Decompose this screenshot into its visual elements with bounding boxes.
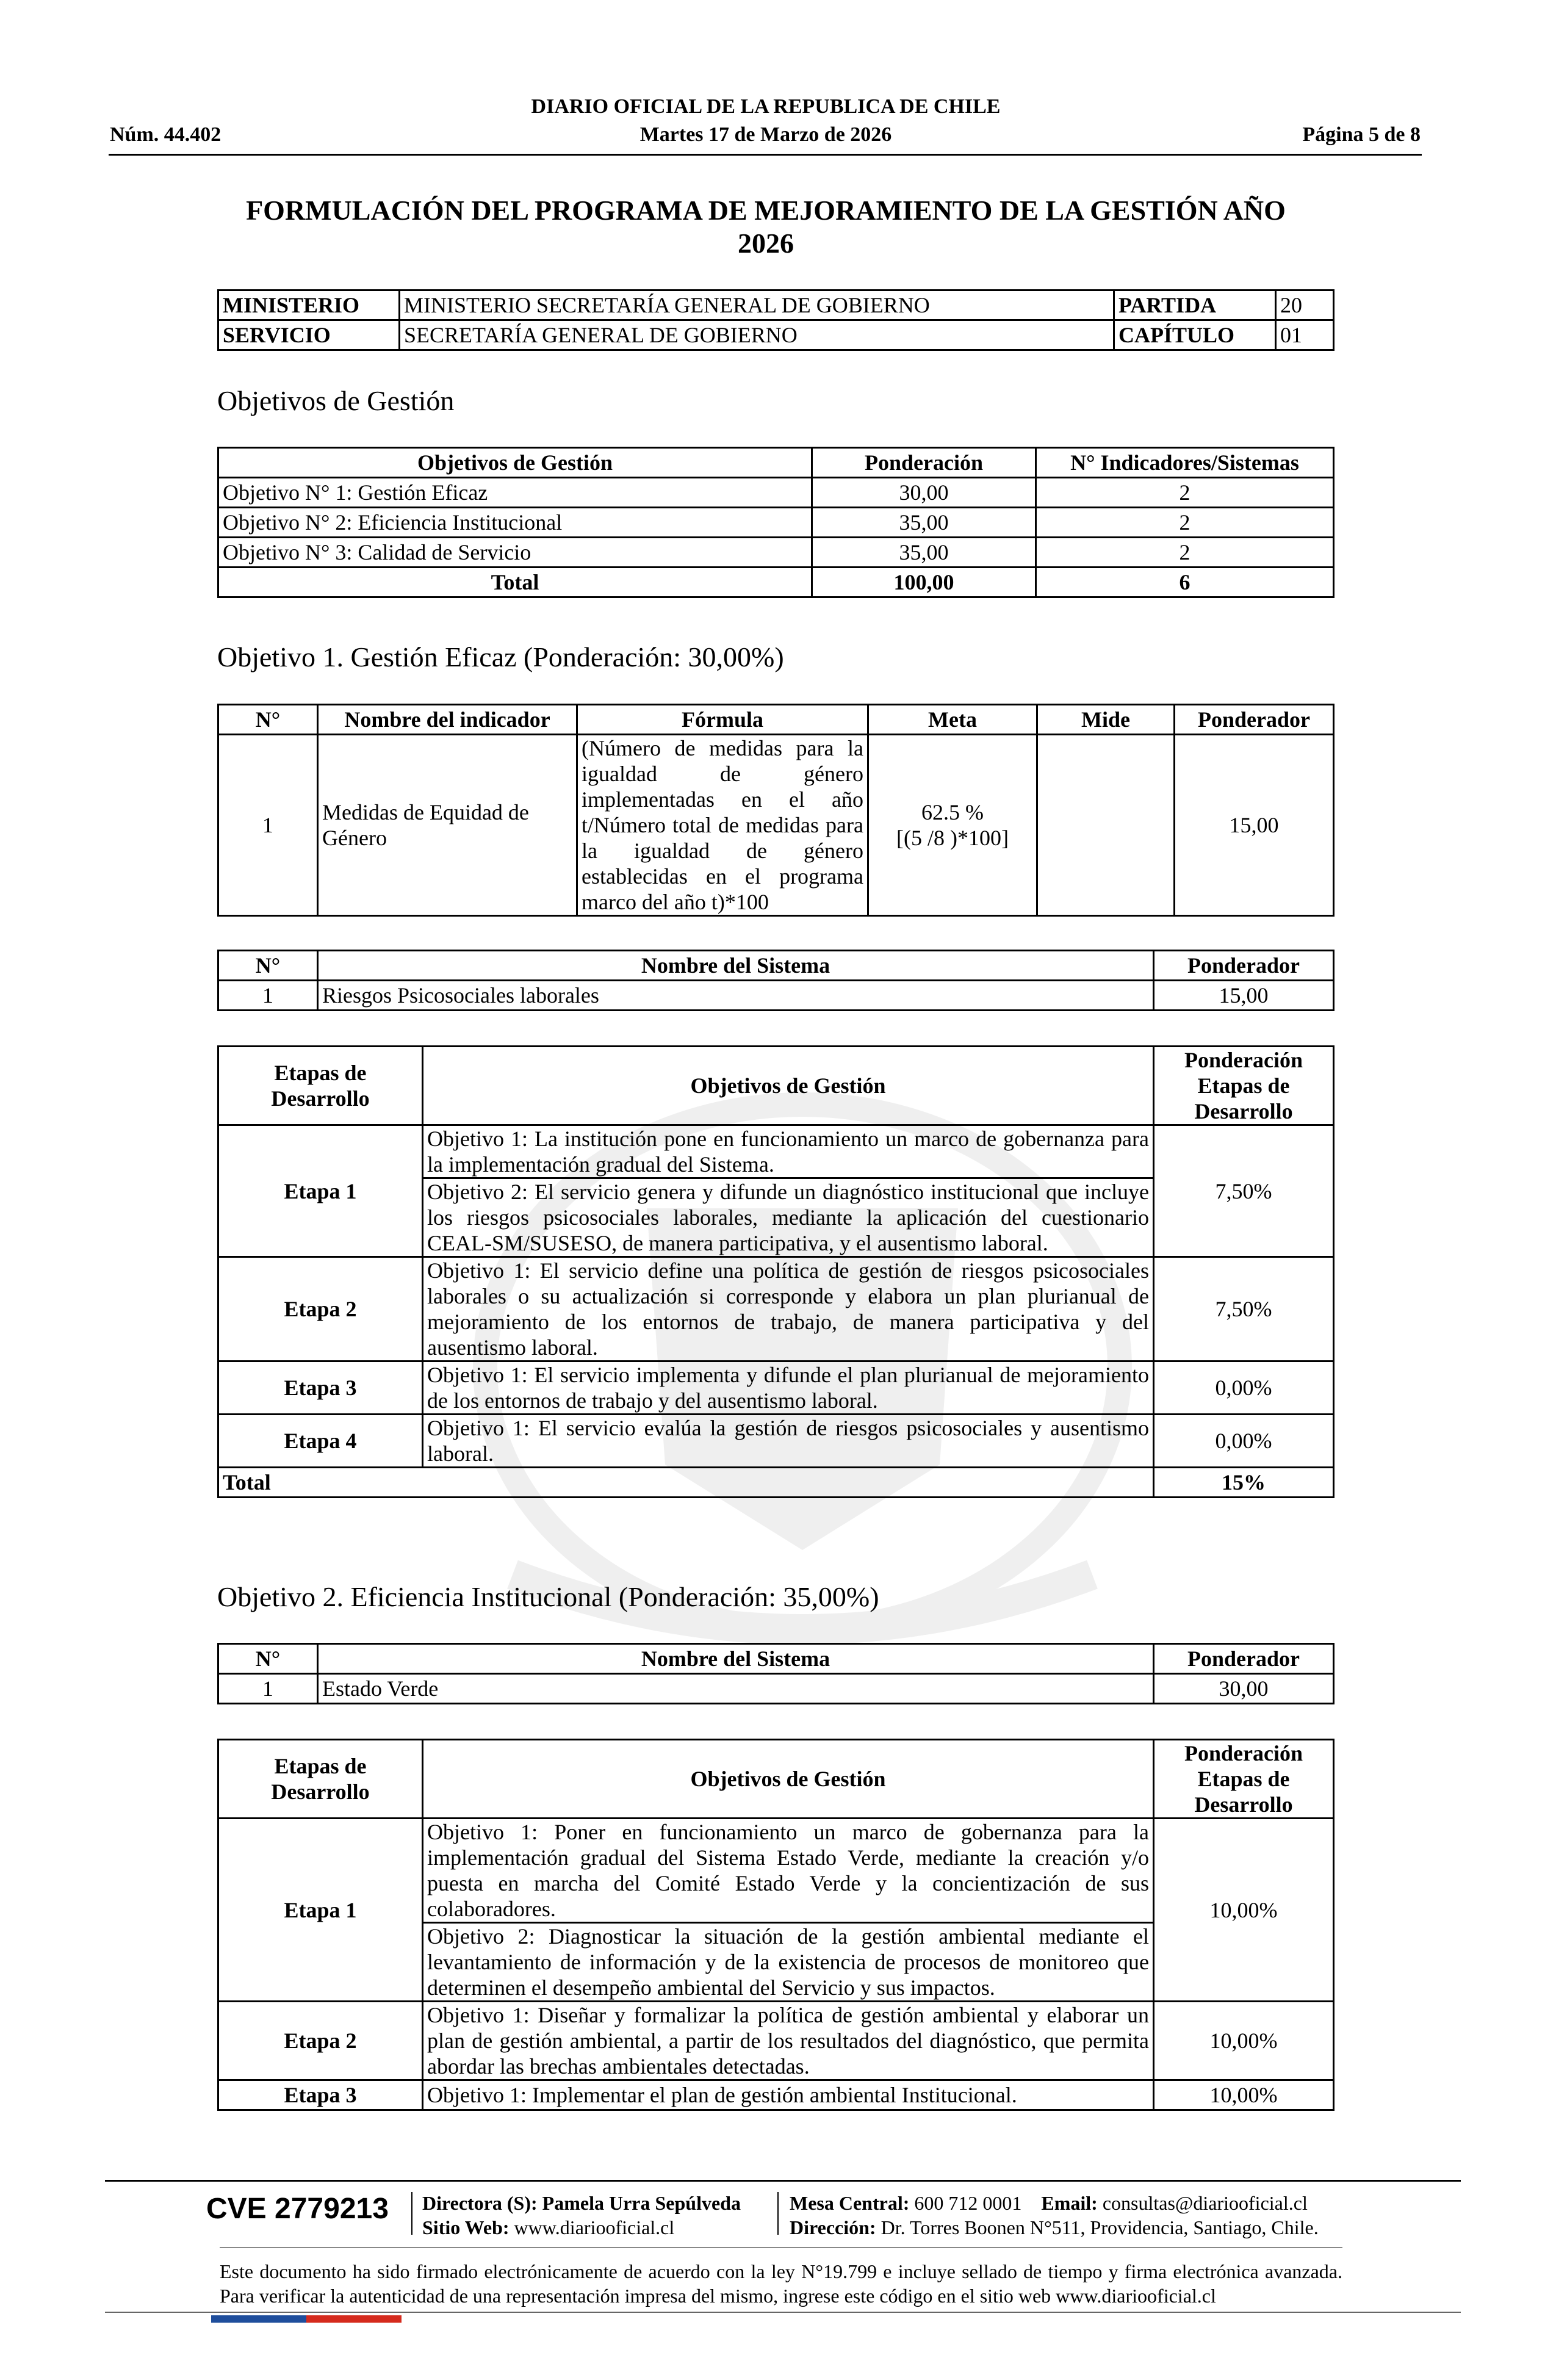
table-row xyxy=(218,1415,1334,1468)
col-sistema: Nombre del Sistema xyxy=(318,1644,1154,1674)
sys-name: Estado Verde xyxy=(318,1674,1154,1704)
etapa-label: Etapa 3 xyxy=(218,1361,423,1415)
table-row xyxy=(218,735,1334,916)
etapa-pond: 10,00% xyxy=(1154,1819,1334,2002)
page-title xyxy=(0,194,1532,260)
footer-mid-rule xyxy=(220,2247,1342,2248)
cve-code: CVE 2779213 xyxy=(206,2193,389,2225)
capitulo-label: CAPÍTULO xyxy=(1114,320,1276,350)
col-sistema: Nombre del Sistema xyxy=(318,951,1154,981)
footer-col-1 xyxy=(422,2191,741,2240)
etapa-pond: 0,00% xyxy=(1154,1361,1334,1415)
obj-pond: 35,00 xyxy=(812,508,1036,538)
etapa-objetivo: Objetivo 1: Poner en funcionamiento un marco de gobernanza para la implementación gradual del Sistema Estado Verde, mediante la creación y/o puesta en marcha del Comité Estado Verde y la concientización de sus colaboradores. xyxy=(423,1819,1154,1923)
ind-formula: (Número de medidas para la igualdad de género implementadas en el año t/Número total de medidas para la igualdad de género establecidas en el programa marco del año t)*100 xyxy=(577,735,868,916)
etapa-label: Etapa 2 xyxy=(218,2002,423,2080)
table-row xyxy=(218,2080,1334,2110)
col-ponderacion: Ponderación Etapas de Desarrollo xyxy=(1154,1047,1334,1125)
ministerio-value: MINISTERIO SECRETARÍA GENERAL DE GOBIERNO xyxy=(400,290,1114,320)
col-name: Nombre del indicador xyxy=(318,705,577,735)
total-pond: 100,00 xyxy=(812,568,1036,597)
objetivos-heading: Objetivos de Gestión xyxy=(217,385,455,416)
col-objetivos: Objetivos de Gestión xyxy=(423,1047,1154,1125)
col-etapas: Etapas de Desarrollo xyxy=(218,1740,423,1819)
obj-pond: 35,00 xyxy=(812,538,1036,568)
table-row xyxy=(218,478,1334,508)
ministerio-label: MINISTERIO xyxy=(218,290,400,320)
ind-col-header: N° Indicadores/Sistemas xyxy=(1036,448,1334,478)
etapas-total-value: 15% xyxy=(1154,1468,1334,1498)
etapa-pond: 10,00% xyxy=(1154,2002,1334,2080)
header-rule xyxy=(109,154,1422,156)
etapa-objetivo: Objetivo 1: El servicio define una política de gestión de riesgos psicosociales laborales o su actualización si corresponde y elabora un plan plurianual de mejoramiento de los entornos de trabajo, de manera participativa y del ausentismo laboral. xyxy=(423,1257,1154,1361)
system-table-2 xyxy=(217,1643,1334,1704)
info-table xyxy=(217,289,1334,351)
sitio-value[interactable]: www.diariooficial.cl xyxy=(514,2216,675,2238)
etapas-table-2 xyxy=(217,1739,1334,2111)
servicio-label: SERVICIO xyxy=(218,320,400,350)
table-row xyxy=(218,2002,1334,2080)
obj-count: 2 xyxy=(1036,508,1334,538)
col-num: N° xyxy=(218,1644,318,1674)
ind-mide xyxy=(1037,735,1175,916)
table-row xyxy=(218,1361,1334,1415)
etapa-label: Etapa 4 xyxy=(218,1415,423,1468)
sys-ponderador: 15,00 xyxy=(1154,981,1334,1011)
table-row xyxy=(218,1674,1334,1704)
table-row xyxy=(218,1125,1334,1178)
partida-value: 20 xyxy=(1276,290,1334,320)
direccion-value: Dr. Torres Boonen N°511, Providencia, Santiago, Chile. xyxy=(881,2216,1319,2238)
direccion-label: Dirección: xyxy=(790,2216,876,2238)
table-row xyxy=(218,1819,1334,1923)
sys-num: 1 xyxy=(218,1674,318,1704)
servicio-value: SECRETARÍA GENERAL DE GOBIERNO xyxy=(400,320,1114,350)
directora-label: Directora (S): xyxy=(422,2192,538,2214)
issue-number: Núm. 44.402 xyxy=(110,123,222,146)
journal-name: DIARIO OFICIAL DE LA REPUBLICA DE CHILE xyxy=(531,95,1001,118)
flag-stripe-blue xyxy=(211,2315,306,2323)
etapa-label: Etapa 1 xyxy=(218,1125,423,1257)
partida-label: PARTIDA xyxy=(1114,290,1276,320)
obj-count: 2 xyxy=(1036,478,1334,508)
sitio-label: Sitio Web: xyxy=(422,2216,510,2238)
footer-divider-1 xyxy=(411,2192,412,2235)
ind-name: Medidas de Equidad de Género xyxy=(318,735,577,916)
etapa-objetivo: Objetivo 2: Diagnosticar la situación de la gestión ambiental mediante el levantamiento de información y de la existencia de procesos de monitoreo que determinen el desempeño ambiental del Servicio y sus impactos. xyxy=(423,1923,1154,2002)
system-table xyxy=(217,950,1334,1011)
col-etapas: Etapas de Desarrollo xyxy=(218,1047,423,1125)
etapa-objetivo: Objetivo 1: El servicio implementa y difunde el plan plurianual de mejoramiento de los entornos de trabajo y del ausentismo laboral. xyxy=(423,1361,1154,1415)
obj1-heading: Objetivo 1. Gestión Eficaz (Ponderación: 30,00%) xyxy=(217,641,784,673)
obj2-heading: Objetivo 2. Eficiencia Institucional (Ponderación: 35,00%) xyxy=(217,1581,879,1612)
etapas-total-label: Total xyxy=(218,1468,1154,1498)
etapa-label: Etapa 3 xyxy=(218,2080,423,2110)
etapa-objetivo: Objetivo 1: El servicio evalúa la gestión de riesgos psicosociales y ausentismo laboral. xyxy=(423,1415,1154,1468)
ind-meta-calc: [(5 /8 )*100] xyxy=(896,826,1009,850)
etapas-table-1 xyxy=(217,1045,1334,1498)
footer-col-2 xyxy=(790,2191,1319,2240)
table-row xyxy=(218,538,1334,568)
col-num: N° xyxy=(218,951,318,981)
total-label: Total xyxy=(218,568,812,597)
ind-meta xyxy=(868,735,1037,916)
issue-date: Martes 17 de Marzo de 2026 xyxy=(639,123,892,146)
obj-name: Objetivo N° 1: Gestión Eficaz xyxy=(218,478,812,508)
sitio-line xyxy=(422,2215,741,2240)
etapa-label: Etapa 1 xyxy=(218,1819,423,2002)
sys-num: 1 xyxy=(218,981,318,1011)
col-meta: Meta xyxy=(868,705,1037,735)
col-objetivos: Objetivos de Gestión xyxy=(423,1740,1154,1819)
etapa-pond: 0,00% xyxy=(1154,1415,1334,1468)
ind-ponderador: 15,00 xyxy=(1175,735,1334,916)
etapa-pond: 7,50% xyxy=(1154,1257,1334,1361)
email-value[interactable]: consultas@diariooficial.cl xyxy=(1102,2192,1308,2214)
obj-name: Objetivo N° 3: Calidad de Servicio xyxy=(218,538,812,568)
direccion-line xyxy=(790,2215,1319,2240)
col-mide: Mide xyxy=(1037,705,1175,735)
col-formula: Fórmula xyxy=(577,705,868,735)
table-row xyxy=(218,981,1334,1011)
col-ponderador: Ponderador xyxy=(1175,705,1334,735)
objetivos-table xyxy=(217,447,1334,598)
footer-bottom-rule xyxy=(105,2312,1461,2313)
obj-count: 2 xyxy=(1036,538,1334,568)
ind-meta-pct: 62.5 % xyxy=(921,800,984,824)
etapa-pond: 7,50% xyxy=(1154,1125,1334,1257)
table-row xyxy=(218,508,1334,538)
etapa-objetivo: Objetivo 1: La institución pone en funcionamiento un marco de gobernanza para la implementación gradual del Sistema. xyxy=(423,1125,1154,1178)
col-num: N° xyxy=(218,705,318,735)
obj-name: Objetivo N° 2: Eficiencia Institucional xyxy=(218,508,812,538)
directora-value: Pamela Urra Sepúlveda xyxy=(542,2192,741,2214)
etapa-label: Etapa 2 xyxy=(218,1257,423,1361)
ind-num: 1 xyxy=(218,735,318,916)
table-row xyxy=(218,1257,1334,1361)
directora-line xyxy=(422,2191,741,2215)
obj-col-header: Objetivos de Gestión xyxy=(218,448,812,478)
mesa-label: Mesa Central: xyxy=(790,2192,910,2214)
page-title-line2: 2026 xyxy=(738,228,794,259)
pond-col-header: Ponderación xyxy=(812,448,1036,478)
page-number: Página 5 de 8 xyxy=(1302,123,1421,146)
capitulo-value: 01 xyxy=(1276,320,1334,350)
page-title-line1: FORMULACIÓN DEL PROGRAMA DE MEJORAMIENTO DE LA GESTIÓN AÑO xyxy=(246,195,1286,226)
footer-disclaimer: Este documento ha sido firmado electrónicamente de acuerdo con la ley N°19.799 e incluye sellado de tiempo y firma electrónica avanzada. Para verificar la autenticidad de una representación impresa del mismo, ingrese este código en el sitio web www.diariooficial.cl xyxy=(220,2260,1342,2307)
mesa-value: 600 712 0001 xyxy=(914,2192,1022,2214)
sys-ponderador: 30,00 xyxy=(1154,1674,1334,1704)
etapa-pond: 10,00% xyxy=(1154,2080,1334,2110)
email-label: Email: xyxy=(1041,2192,1098,2214)
etapa-objetivo: Objetivo 2: El servicio genera y difunde un diagnóstico institucional que incluye los riesgos psicosociales laborales, mediante la aplicación del cuestionario CEAL-SM/SUSESO, de manera participativa, y el ausentismo laboral. xyxy=(423,1178,1154,1257)
obj-pond: 30,00 xyxy=(812,478,1036,508)
total-count: 6 xyxy=(1036,568,1334,597)
col-ponderador: Ponderador xyxy=(1154,951,1334,981)
mesa-line xyxy=(790,2191,1319,2215)
footer-divider-2 xyxy=(777,2192,779,2235)
col-ponderador: Ponderador xyxy=(1154,1644,1334,1674)
flag-stripe-red xyxy=(306,2315,402,2323)
col-ponderacion: Ponderación Etapas de Desarrollo xyxy=(1154,1740,1334,1819)
indicator-table xyxy=(217,704,1334,917)
etapa-objetivo: Objetivo 1: Diseñar y formalizar la política de gestión ambiental y elaborar un plan de gestión ambiental, a partir de los resultados del diagnóstico, que permita abordar las brechas ambientales detectadas. xyxy=(423,2002,1154,2080)
sys-name: Riesgos Psicosociales laborales xyxy=(318,981,1154,1011)
etapa-objetivo: Objetivo 1: Implementar el plan de gestión ambiental Institucional. xyxy=(423,2080,1154,2110)
footer-top-rule xyxy=(105,2180,1461,2182)
